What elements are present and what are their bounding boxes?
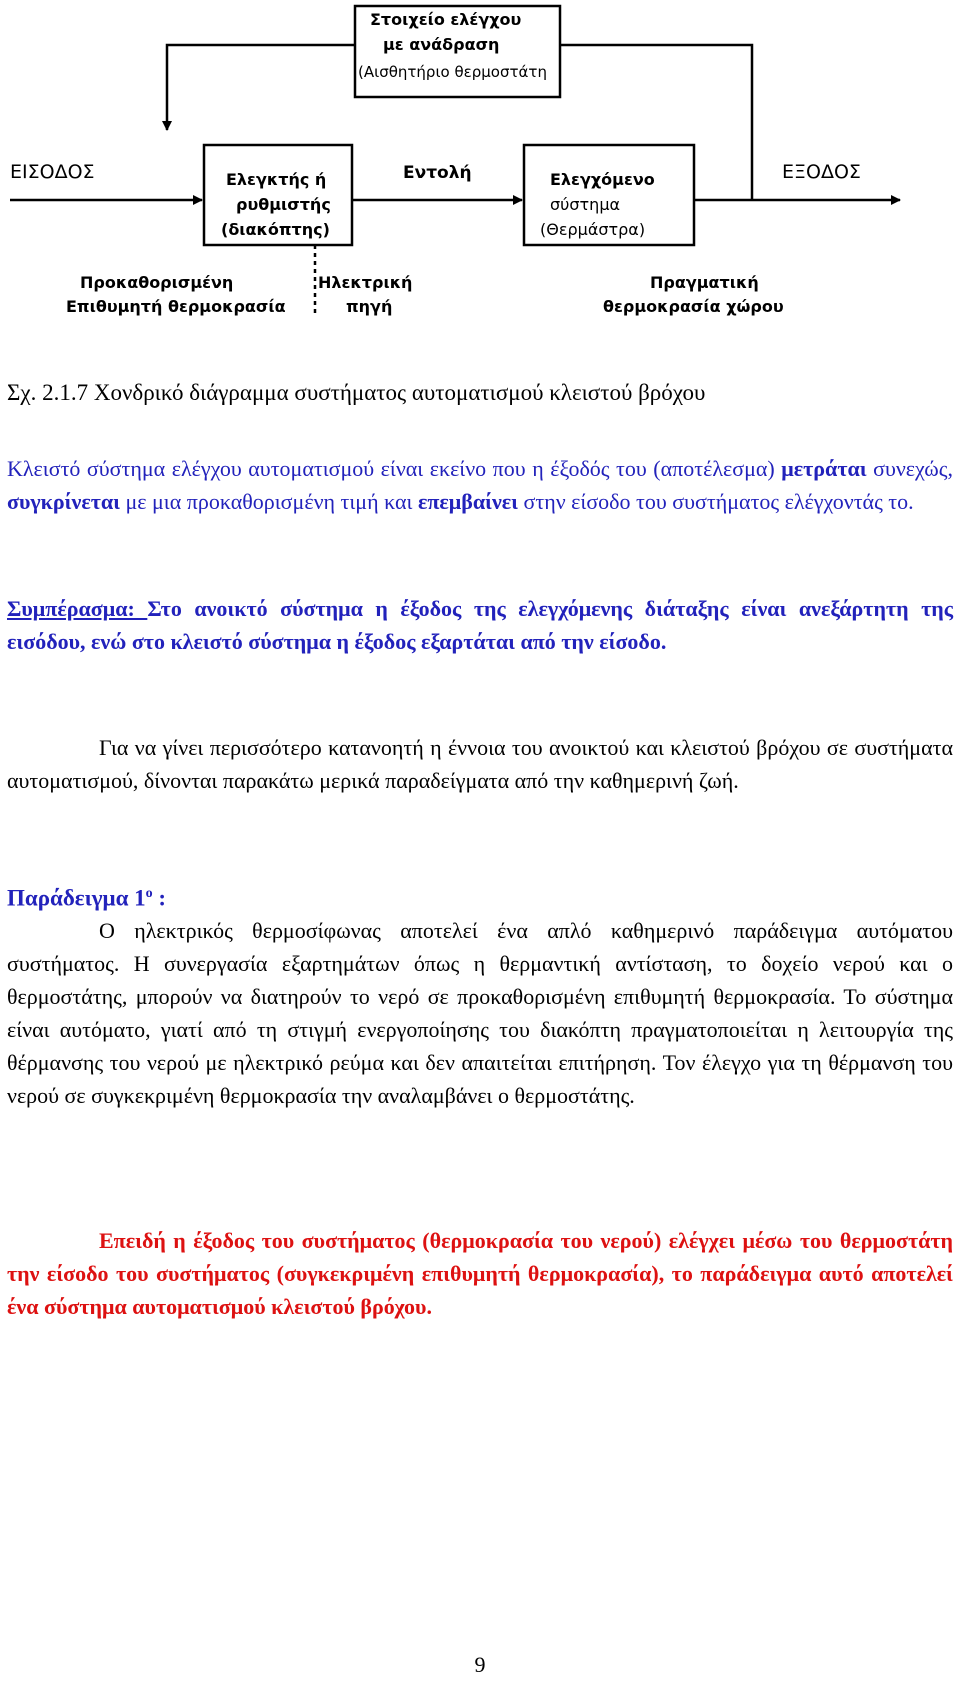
plant-line-3: (Θερμάστρα) xyxy=(540,220,646,239)
power-line-1: Ηλεκτρική xyxy=(318,273,413,292)
command-label: Εντολή xyxy=(403,163,472,183)
definition-paragraph xyxy=(7,452,953,518)
conclusion-paragraph xyxy=(7,592,953,658)
feedback-line-3: (Αισθητήριο θερμοστάτη xyxy=(358,63,547,81)
definition-text-2: συνεχώς, xyxy=(866,456,954,481)
feedback-line-1: Στοιχείο ελέγχου xyxy=(370,10,522,29)
actual-line-1: Πραγματική xyxy=(650,273,759,292)
definition-bold-3: επεμβαίνει xyxy=(417,489,519,514)
conclusion-label: Συμπέρασμα: xyxy=(7,596,148,621)
preset-line-2: Επιθυμητή θερμοκρασία xyxy=(66,297,286,316)
input-label: ΕΙΣΟΔΟΣ xyxy=(10,161,95,183)
block-diagram xyxy=(0,0,960,330)
example-note: Επειδή η έξοδος του συστήματος (θερμοκρασία του νερού) ελέγχει μέσω του θερμοστάτη την είσοδο του συστήματος (συγκεκριμένη επιθυμητή θερμοκρασία), το παράδειγμα αυτό αποτελεί ένα σύστημα αυτοματισμού κλειστού βρόχου. xyxy=(7,1228,953,1319)
conclusion-text: Στο ανοικτό σύστημα η έξοδος της ελεγχόμενης διάταξης είναι ανεξάρτητη της εισόδου, ενώ στο κλειστό σύστημα η έξοδος εξαρτάται από την είσοδο. xyxy=(7,596,953,654)
controller-line-3: (διακόπτης) xyxy=(221,220,330,239)
example-title-sup: ο xyxy=(145,886,153,901)
actual-line-2: θερμοκρασία χώρου xyxy=(603,297,784,316)
example-body: Ο ηλεκτρικός θερμοσίφωνας αποτελεί ένα απλό καθημερινό παράδειγμα αυτόματου συστήματος. Η συνεργασία εξαρτημάτων όπως η θερμαντική αντίσταση, το δοχείο νερού και ο θερμοστάτης, μπορούν να διατηρούν το νερό σε προκαθορισμένη επιθυμητή θερμοκρασία. Το σύστημα είναι αυτόματο, γιατί από τη στιγμή ενεργοποίησης του διακόπτη πραγματοποιείται η λειτουργία της θέρμανσης του νερού με ηλεκτρικό ρεύμα και δεν απαιτείται επιτήρηση. Τον έλεγχο για τη θέρμανση του νερού σε συγκεκριμένη θερμοκρασία την αναλαμβάνει ο θερμοστάτης. xyxy=(7,918,953,1108)
controller-line-2: ρυθμιστής xyxy=(236,195,331,214)
plant-line-1: Ελεγχόμενο xyxy=(550,170,655,189)
plant-line-2: σύστημα xyxy=(550,195,621,214)
example-title-colon: : xyxy=(152,885,167,911)
example-title xyxy=(7,877,953,915)
example-title-text: Παράδειγμα 1 xyxy=(7,885,146,911)
definition-text-1: Κλειστό σύστημα ελέγχου αυτοματισμού είναι εκείνο που η έξοδός του (αποτέλεσμα) xyxy=(7,456,782,481)
definition-text-3: με μια προκαθορισμένη τιμή και xyxy=(119,489,418,514)
page-number: 9 xyxy=(474,1652,486,1677)
power-line-2: πηγή xyxy=(346,297,393,316)
feedback-line-2: με ανάδραση xyxy=(383,35,500,54)
definition-text-4: στην είσοδο του συστήματος ελέγχοντάς το. xyxy=(518,489,914,514)
definition-bold-2: συγκρίνεται xyxy=(7,489,120,514)
definition-bold-1: μετράται xyxy=(781,456,867,481)
controller-line-1: Ελεγκτής ή xyxy=(226,170,327,189)
preset-line-1: Προκαθορισμένη xyxy=(80,273,234,292)
intro-paragraph: Για να γίνει περισσότερο κατανοητή η έννοια του ανοικτού και κλειστού βρόχου σε συστήματα αυτοματισμού, δίνονται παρακάτω μερικά παραδείγματα από την καθημερινή ζωή. xyxy=(7,735,953,793)
feedback-line-right xyxy=(560,45,752,180)
feedback-line-left xyxy=(167,45,355,130)
figure-caption: Σχ. 2.1.7 Χονδρικό διάγραμμα συστήματος αυτοματισμού κλειστού βρόχου xyxy=(7,380,706,405)
output-label: ΕΞΟΔΟΣ xyxy=(782,161,861,183)
